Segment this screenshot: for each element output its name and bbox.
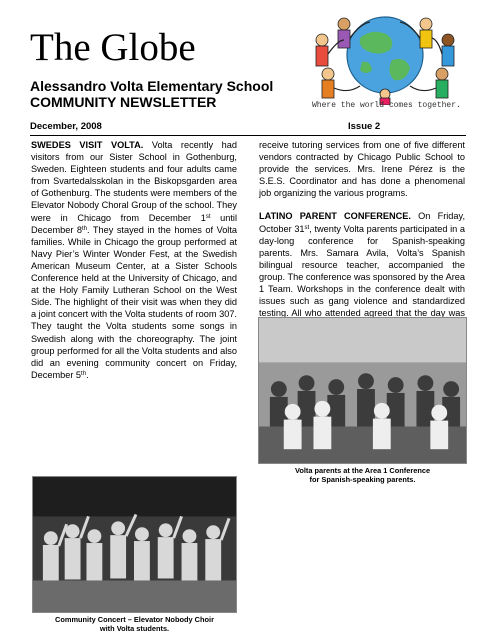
issue-date: December, 2008	[30, 121, 102, 132]
header-divider	[30, 135, 466, 136]
ordinal-suffix: st	[304, 224, 310, 231]
left-column	[31, 139, 237, 392]
caption-line: for Spanish-speaking parents.	[309, 475, 416, 485]
article-heading: LATINO PARENT CONFERENCE.	[259, 211, 411, 222]
newsletter-title: The Globe	[30, 26, 196, 69]
choir-photo-caption	[30, 615, 239, 634]
caption-line: Volta parents at the Area 1 Conference	[294, 466, 431, 475]
article-swedes-visit	[31, 139, 237, 381]
parents-photo-caption	[258, 466, 467, 485]
parents-conference-photo	[258, 317, 467, 464]
article-text: , twenty Volta parents participated in a day-long conference for Spanish-speaking parents. Mrs. Samara Avila, Volta’s Spanish bilingual resource teacher, accompanied the group. The conference was sponsored by the Area 1 Team. Workshops in the conference dealt with issues such as gang violence and standardized testing. All who attended agreed that the day was	[259, 223, 465, 319]
ordinal-suffix: th	[82, 225, 88, 232]
article-after-school-continued: receive tutoring services from one of five different vendors contracted by Chicago Public School to provide the services. Mrs. Irene Pérez is the S.E.S. Coordinator and has done a phenomenal job organizing the various programs.	[259, 140, 465, 199]
choir-concert-photo	[32, 476, 237, 613]
ordinal-suffix: st	[205, 213, 211, 220]
article-text: Volta recently had visitors from our Sister School in Gothenburg, Sweden. Eighteen students and four adults came from Svartedalsskolan in the Biskopsgarden area of Gothenburg. The students were members of the Elevator Nobody Choral Group of the school. They were in Chicago from December 1	[31, 140, 237, 223]
caption-line: with Volta students.	[99, 624, 170, 634]
caption-line: Community Concert – Elevator Nobody Choir	[55, 615, 214, 624]
tagline: Where the world comes together.	[312, 101, 461, 110]
article-text: until December 8	[31, 212, 237, 235]
right-column	[259, 139, 465, 342]
article-heading: SWEDES VISIT VOLTA.	[31, 140, 144, 150]
article-text: .	[86, 369, 89, 380]
article-text: On Friday, October 31	[259, 211, 465, 234]
newsletter-subtitle: COMMUNITY NEWSLETTER	[30, 94, 217, 110]
article-text: . They stayed in the homes of Volta families. While in Chicago the group performed at Navy Pier’s Winter Wonder Fest, at the Swedish American Museum Center, at a Sister Schools Conference held at the University of Chicago, and at the Holy Family Lutheran School on the West Side. The highlight of their visit was when they did a joint concert with the Volta students of room 307. They taught the Volta students some songs in Swedish along with the choreography. The joint group performed for all the Volta students and also did an evening community concert on Friday, December 5	[31, 224, 238, 380]
issue-number: Issue 2	[348, 121, 381, 132]
school-name: Alessandro Volta Elementary School	[30, 78, 274, 94]
globe-children-logo	[300, 10, 470, 105]
ordinal-suffix: th	[81, 370, 87, 377]
article-latino-conference	[259, 210, 465, 331]
